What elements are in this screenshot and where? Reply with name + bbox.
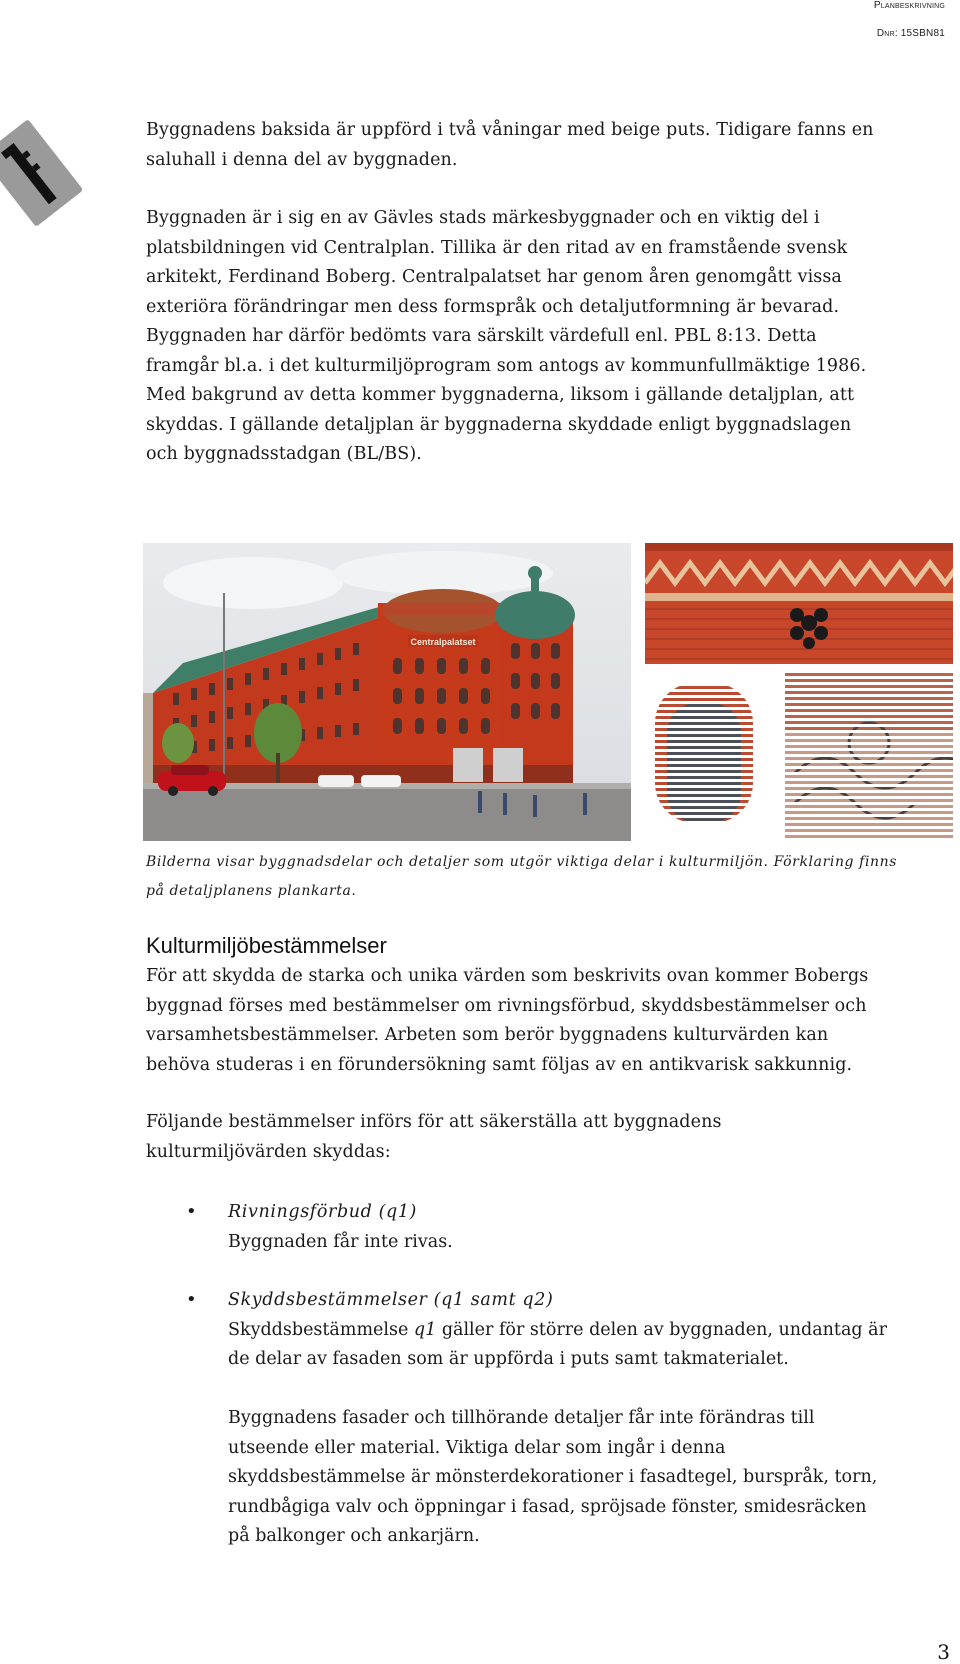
photo-caption [146, 848, 946, 906]
text-line: Byggnaden är i sig en av Gävles stads märkesbyggnader och en viktig del i [146, 208, 820, 228]
paragraph-rear-facade [146, 116, 946, 175]
text-line: Byggnaden har därför bedömts vara särskilt värdefull enl. PBL 8:13. Detta [146, 326, 817, 346]
text-line: byggnad förses med bestämmelser om rivningsförbud, skyddsbestämmelser och [146, 995, 867, 1016]
bullet-text: utseende eller material. Viktiga delar som ingår i denna [228, 1437, 726, 1458]
bullet-text-part: gäller för större delen av byggnaden, undantag är [436, 1319, 887, 1340]
bullet-text: Byggnadens fasader och tillhörande detaljer får inte förändras till [228, 1408, 815, 1428]
diary-number: Dnr: 15SBN81 [876, 28, 945, 39]
building-photo-illustration [143, 543, 631, 841]
bullet-title: Skyddsbestämmelser (q1 samt q2) [228, 1290, 554, 1310]
window-detail-photo [645, 673, 763, 841]
brick-pattern-illustration [645, 543, 953, 664]
window-detail-illustration [645, 673, 763, 841]
brick-detail-photo [645, 543, 953, 664]
text-line: saluhall i denna del av byggnaden. [146, 149, 458, 170]
building-sign-text: Centralpalatset [410, 637, 476, 647]
section-heading: Kulturmiljöbestämmelser [146, 933, 387, 958]
bullet-icon: • [186, 1201, 197, 1222]
bullet-text: de delar av fasaden som är uppförda i puts samt takmaterialet. [228, 1349, 789, 1369]
caption-line: Bilderna visar byggnadsdelar och detaljer som utgör viktiga delar i kulturmiljön. Förklaring finns [146, 854, 898, 870]
text-line: Följande bestämmelser införs för att säkerställa att byggnadens [146, 1112, 722, 1132]
bullet-demolition-ban [228, 1198, 453, 1257]
text-line: Byggnadens baksida är uppförd i två våningar med beige puts. Tidigare fanns en [146, 120, 874, 140]
text-line: och byggnadsstadgan (BL/BS). [146, 444, 422, 464]
bullet-text-part: Skyddsbestämmelse [228, 1319, 414, 1340]
building-photo [143, 543, 631, 841]
text-line: behöva studeras i en förundersökning samt följas av en antikvarisk sakkunnig. [146, 1054, 853, 1075]
provision-code: q1 [413, 1319, 437, 1340]
railing-detail-photo [785, 673, 953, 841]
page-number: 3 [937, 1640, 950, 1664]
caption-line: på detaljplanens plankarta. [146, 883, 357, 899]
text-line: framgår bl.a. i det kulturmiljöprogram som antogs av kommunfullmäktige 1986. [146, 355, 867, 376]
text-line: varsamhetsbestämmelser. Arbeten som berör byggnadens kulturvärden kan [146, 1025, 829, 1045]
bullet-text [228, 1316, 887, 1346]
bullet-text: på balkonger och ankarjärn. [228, 1526, 480, 1546]
text-line: skyddas. I gällande detaljplan är byggnaderna skyddade enligt byggnadslagen [146, 414, 852, 435]
text-line: Med bakgrund av detta kommer byggnaderna, liksom i gällande detaljplan, att [146, 385, 855, 405]
side-stamp-icon [0, 119, 83, 227]
text-line: exteriöra förändringar men dess formspråk och detaljutformning är bevarad. [146, 296, 840, 317]
bullet-text: Byggnaden får inte rivas. [228, 1231, 453, 1252]
text-line: kulturmiljövärden skyddas: [146, 1141, 391, 1162]
bullet-title: Rivningsförbud (q1) [228, 1202, 417, 1222]
railing-detail-illustration [785, 673, 953, 841]
bullet-text: rundbågiga valv och öppningar i fasad, spröjsade fönster, smidesräcken [228, 1496, 867, 1517]
paragraph-landmark-building [146, 204, 946, 470]
bullet-icon: • [186, 1289, 197, 1310]
bullet-protection-provisions [228, 1286, 887, 1552]
paragraph-protection-intro [146, 962, 946, 1080]
text-line: platsbildningen vid Centralplan. Tillika är den ritad av en framstående svensk [146, 237, 848, 258]
spacer [228, 1375, 887, 1405]
photo-collage [143, 543, 953, 843]
bullet-text: skyddsbestämmelse är mönsterdekorationer i fasadtegel, burspråk, torn, [228, 1467, 878, 1487]
text-line: För att skydda de starka och unika värden som beskrivits ovan kommer Bobergs [146, 966, 869, 986]
document-type-label: Planbeskrivning [873, 0, 945, 11]
paragraph-provisions-intro [146, 1108, 946, 1167]
text-line: arkitekt, Ferdinand Boberg. Centralpalatset har genom åren genomgått vissa [146, 267, 842, 287]
